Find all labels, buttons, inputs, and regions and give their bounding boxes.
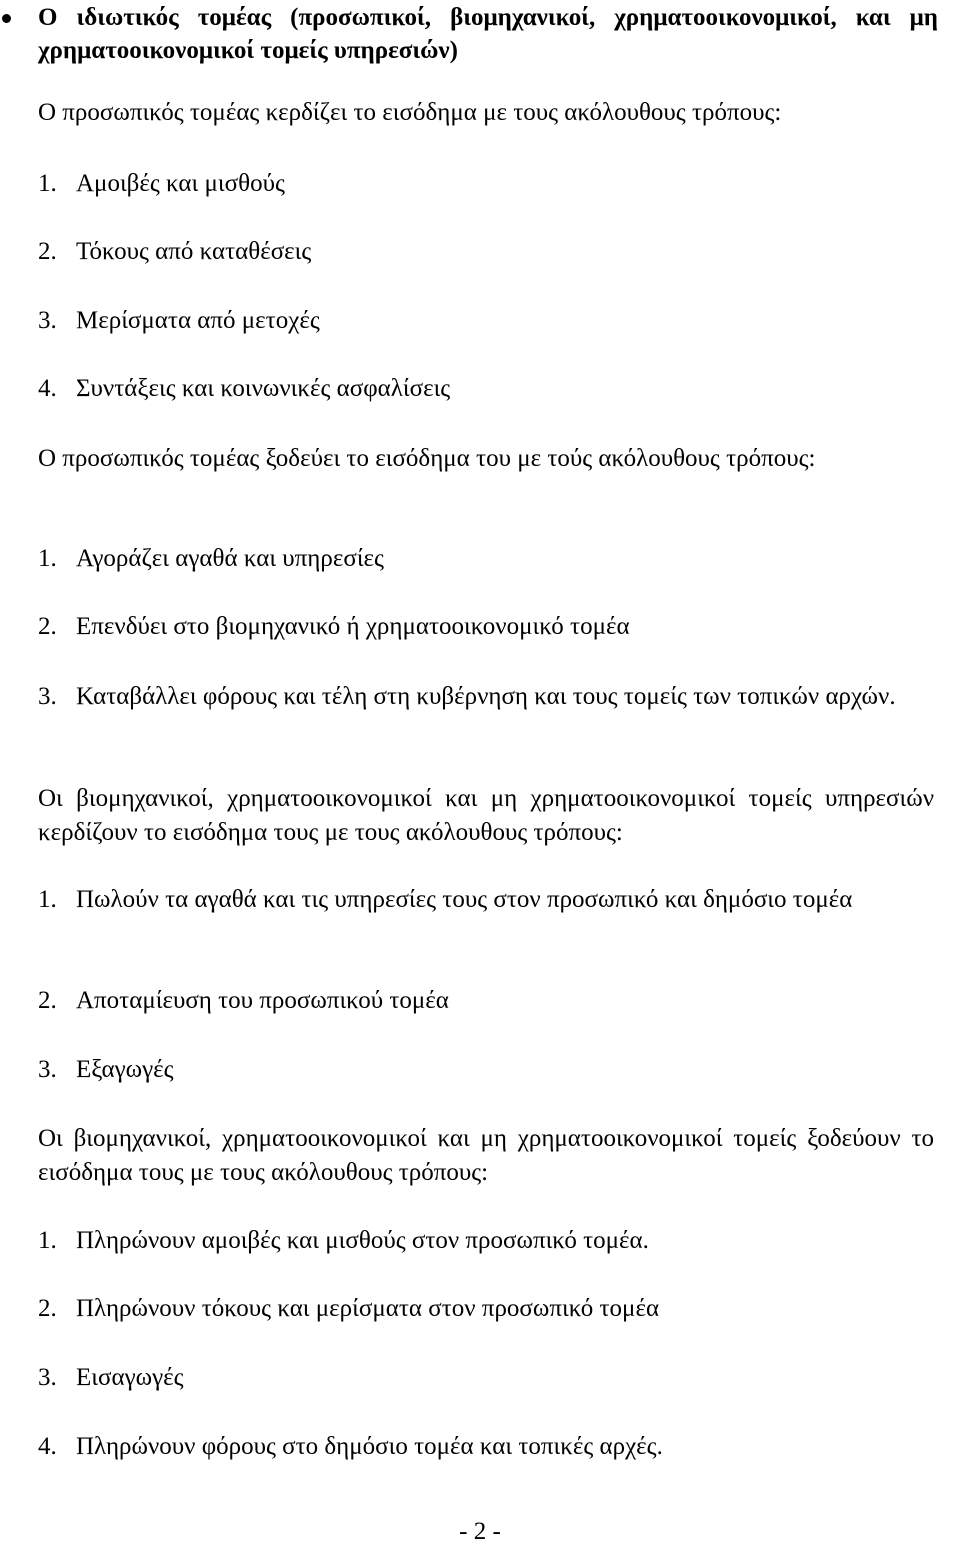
list-item: 1. Αμοιβές και μισθούς (38, 170, 285, 197)
list-item: 3. Εξαγωγές (38, 1056, 174, 1083)
bullet-icon (2, 14, 11, 23)
list-item: 1. Πληρώνουν αμοιβές και μισθούς στον προσωπικό τομέα. (38, 1227, 649, 1254)
heading-text: Ο ιδιωτικός τομέας (προσωπικοί, βιομηχανικοί, χρηματοοικονομικοί, και μη χρηματοοικονομικοί τομείς υπηρεσιών) (38, 4, 938, 64)
page-number: - 2 - (459, 1518, 501, 1545)
list-item: 4. Συντάξεις και κοινωνικές ασφαλίσεις (38, 375, 451, 402)
list-item: 2. Τόκους από καταθέσεις (38, 238, 312, 265)
section4-intro: Οι βιομηχανικοί, χρηματοοικονομικοί και μη χρηματοοικονομικοί τομείς ξοδεύουν το εισόδημα τους με τους ακόλουθους τρόπους: (38, 1125, 934, 1186)
section2-intro: Ο προσωπικός τομέας ξοδεύει το εισόδημα του με τούς ακόλουθους τρόπους: (38, 445, 816, 472)
list-item: 4. Πληρώνουν φόρους στο δημόσιο τομέα και τοπικές αρχές. (38, 1433, 663, 1460)
list-item: 1. Αγοράζει αγαθά και υπηρεσίες (38, 545, 384, 572)
list-item: 2. Πληρώνουν τόκους και μερίσματα στον προσωπικό τομέα (38, 1295, 660, 1322)
list-item: 3. Εισαγωγές (38, 1364, 184, 1391)
list-item: 3. Καταβάλλει φόρους και τέλη στη κυβέρνηση και τους τομείς των τοπικών αρχών. (38, 683, 896, 710)
list-item: 2. Επενδύει στο βιομηχανικό ή χρηματοοικονομικό τομέα (38, 613, 630, 640)
list-item: 3. Μερίσματα από μετοχές (38, 307, 320, 334)
list-item: 1. Πωλούν τα αγαθά και τις υπηρεσίες τους στον προσωπικό και δημόσιο τομέα (38, 886, 853, 913)
section3-intro: Οι βιομηχανικοί, χρηματοοικονομικοί και μη χρηματοοικονομικοί τομείς υπηρεσιών κερδίζουν το εισόδημα τους με τους ακόλουθους τρόπους: (38, 785, 934, 846)
list-item: 2. Αποταμίευση του προσωπικού τομέα (38, 987, 449, 1014)
section1-intro: Ο προσωπικός τομέας κερδίζει το εισόδημα με τους ακόλουθους τρόπους: (38, 99, 782, 126)
